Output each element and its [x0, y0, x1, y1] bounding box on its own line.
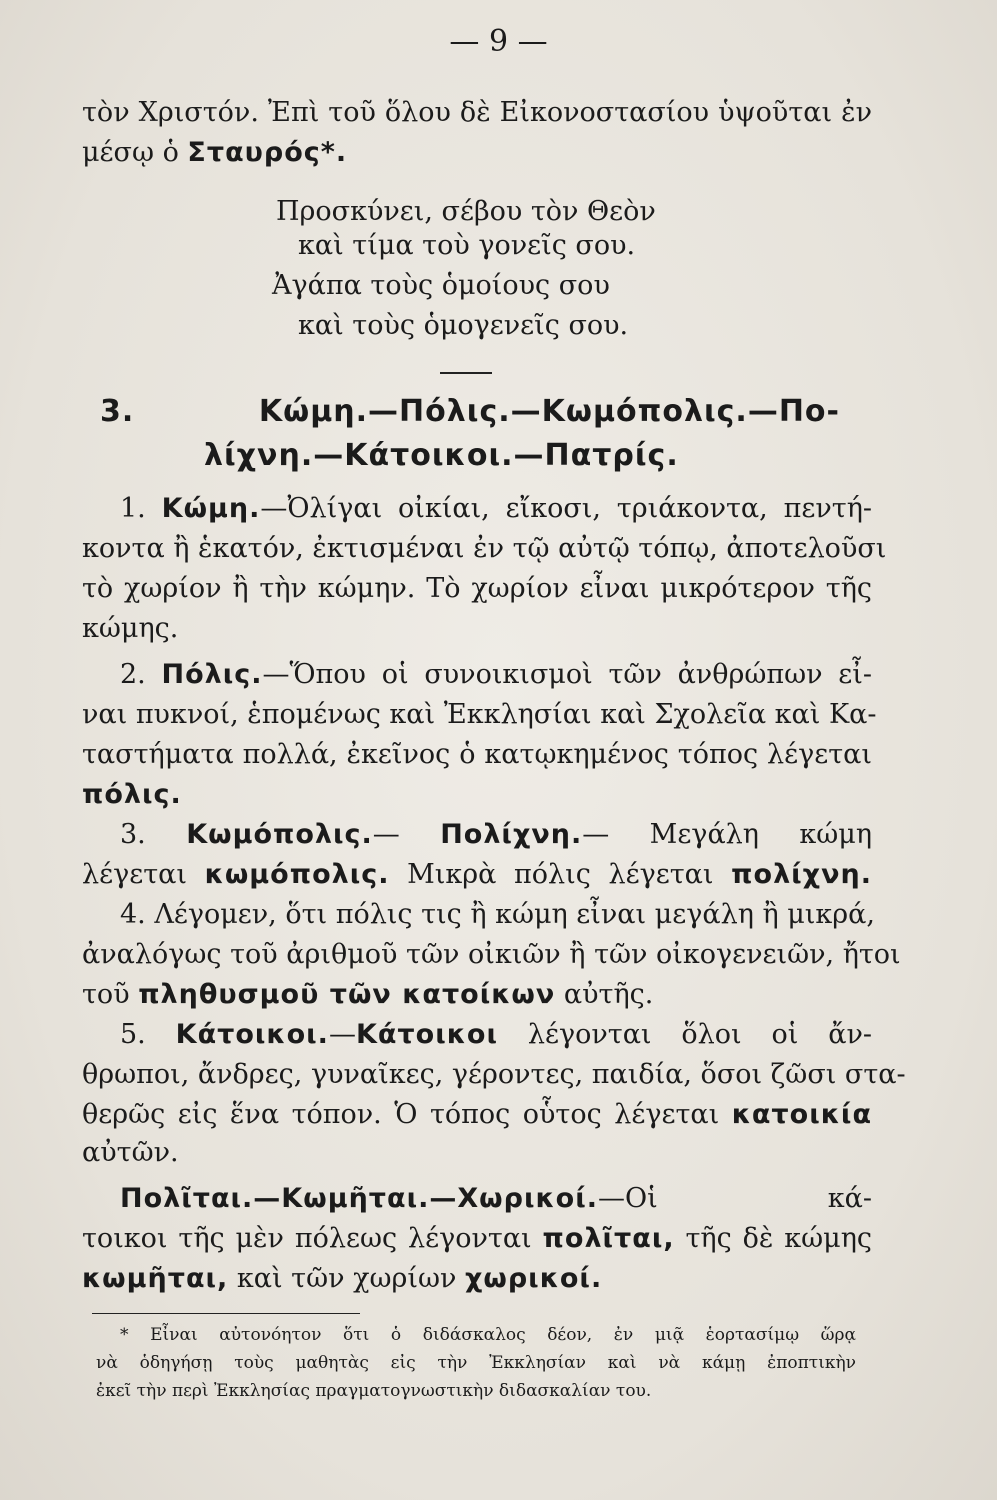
paragraph-line [120, 492, 872, 526]
text-span: τοῦ [82, 979, 139, 1010]
poem-line: καὶ τίμα τοὺ γονεῖς σου. [298, 230, 636, 261]
footnote-line: ἐκεῖ τὴν περὶ Ἐκκλησίας πραγματογνωστικὴν διδασκαλίαν του. [96, 1381, 652, 1401]
section-divider [440, 372, 492, 374]
bold-term: κωμῆται, [82, 1263, 229, 1294]
footnote-line: * Εἶναι αὐτονόητον ὅτι ὁ διδάσκαλος δέον, ἐν μιᾷ ἑορτασίμῳ ὥρᾳ [120, 1325, 856, 1345]
paragraph-line: ταστήματα πολλά, ἐκεῖνος ὁ κατῳκημένος τόπος λέγεται [82, 739, 872, 770]
poem-line: καὶ τοὺς ὁμογενεῖς σου. [298, 310, 629, 341]
text-span: μέσῳ ὁ [82, 137, 188, 168]
bold-term: Σταυρός*. [187, 137, 348, 168]
text-span: — [328, 1019, 356, 1050]
poem-line: Ἀγάπα τοὺς ὁμοίους σου [272, 270, 610, 301]
paragraph-line: κοντα ἢ ἑκατόν, ἐκτισμέναι ἐν τῷ αὐτῷ τόπῳ, ἀποτελοῦσι [82, 533, 887, 564]
paragraph-line [82, 978, 872, 1012]
section-heading-line: λίχνη.—Κάτοικοι.—Πατρίς. [204, 438, 679, 473]
bold-term: κωμόπολις. [204, 859, 390, 890]
bold-term: Κάτοικοι [355, 1019, 498, 1050]
text-span: λέγεται [82, 859, 205, 890]
item-number: 1. [120, 493, 162, 524]
text-span: — [372, 819, 441, 850]
paragraph-line [120, 658, 872, 692]
text-span: —Ὅπου οἱ συνοικισμοὶ τῶν ἀνθρώπων εἶ- [262, 659, 872, 690]
paragraph-line [120, 818, 872, 852]
text-span: —Οἱ κά- [598, 1183, 872, 1214]
text-span: καὶ τῶν χωρίων [228, 1263, 465, 1294]
page-number: — 9 — [449, 24, 548, 59]
bold-term: Κάτοικοι. [175, 1019, 329, 1050]
text-span: λέγονται ὅλοι οἱ ἄν- [497, 1019, 872, 1050]
poem-line: Προσκύνει, σέβου τὸν Θεὸν [276, 196, 656, 227]
footnote-rule [92, 1313, 360, 1314]
paragraph-line [120, 1018, 872, 1052]
paragraph-line: τὸν Χριστόν. Ἐπὶ τοῦ ὅλου δὲ Εἰκονοστασίου ὑψοῦται ἐν [82, 97, 872, 128]
paragraph-line: τὸ χωρίον ἢ τὴν κώμην. Τὸ χωρίον εἶναι μικρότερον τῆς [82, 573, 872, 604]
text-span: αὐτῆς. [555, 979, 654, 1010]
paragraph-line: αὐτῶν. [82, 1137, 179, 1168]
paragraph-line: 4. Λέγομεν, ὅτι πόλις τις ἢ κώμη εἶναι μεγάλη ἢ μικρά, [120, 899, 875, 930]
bold-term: Πολῖται.—Κωμῆται.—Χωρικοί. [120, 1183, 598, 1214]
bold-term: Κώμη. [161, 493, 261, 524]
bold-term: πολίχνη. [731, 859, 872, 890]
paragraph-line: κώμης. [82, 613, 179, 644]
paragraph-line [82, 1262, 872, 1296]
paragraph-line: θρωποι, ἄνδρες, γυναῖκες, γέροντες, παιδία, ὅσοι ζῶσι στα- [82, 1059, 906, 1090]
item-number: 3. [120, 819, 187, 850]
text-span: Μικρὰ πόλις λέγεται [389, 859, 732, 890]
text-span: —Ὀλίγαι οἰκίαι, εἴκοσι, τριάκοντα, πεντή- [260, 493, 872, 524]
item-number: 5. [120, 1019, 176, 1050]
paragraph-line: ναι πυκνοί, ἑπομένως καὶ Ἐκκλησίαι καὶ Σχολεῖα καὶ Κα- [82, 699, 877, 730]
bold-term: Κωμόπολις. [186, 819, 373, 850]
text-span: θερῶς εἰς ἕνα τόπον. Ὁ τόπος οὗτος λέγεται [82, 1099, 732, 1130]
bold-term: κατοικία [731, 1099, 872, 1130]
paragraph-line [82, 858, 872, 892]
section-heading-line: 3. Κώμη.—Πόλις.—Κωμόπολις.—Πο- [100, 394, 840, 429]
bold-term: πληθυσμοῦ τῶν κατοίκων [138, 979, 556, 1010]
bold-term: χωρικοί. [464, 1263, 603, 1294]
bold-term: Πολίχνη. [440, 819, 583, 850]
text-span: τῆς δὲ κώμης [674, 1223, 872, 1254]
text-span: τοικοι τῆς μὲν πόλεως λέγονται [82, 1223, 543, 1254]
item-number: 2. [120, 659, 162, 690]
paragraph-line [82, 1098, 872, 1132]
paragraph-line [120, 1182, 872, 1216]
paragraph-line [82, 136, 872, 170]
text-span: — Μεγάλη κώμη [582, 819, 872, 850]
paragraph-line [82, 778, 872, 812]
bold-term: πολῖται, [542, 1223, 675, 1254]
bold-term: Πόλις. [161, 659, 263, 690]
paragraph-line [82, 1222, 872, 1256]
bold-term: πόλις. [82, 779, 182, 810]
paragraph-line: ἀναλόγως τοῦ ἀριθμοῦ τῶν οἰκιῶν ἢ τῶν οἰκογενειῶν, ἤτοι [82, 939, 901, 970]
footnote-line: νὰ ὁδηγήσῃ τοὺς μαθητὰς εἰς τὴν Ἐκκλησίαν καὶ νὰ κάμῃ ἐποπτικὴν [96, 1353, 856, 1373]
